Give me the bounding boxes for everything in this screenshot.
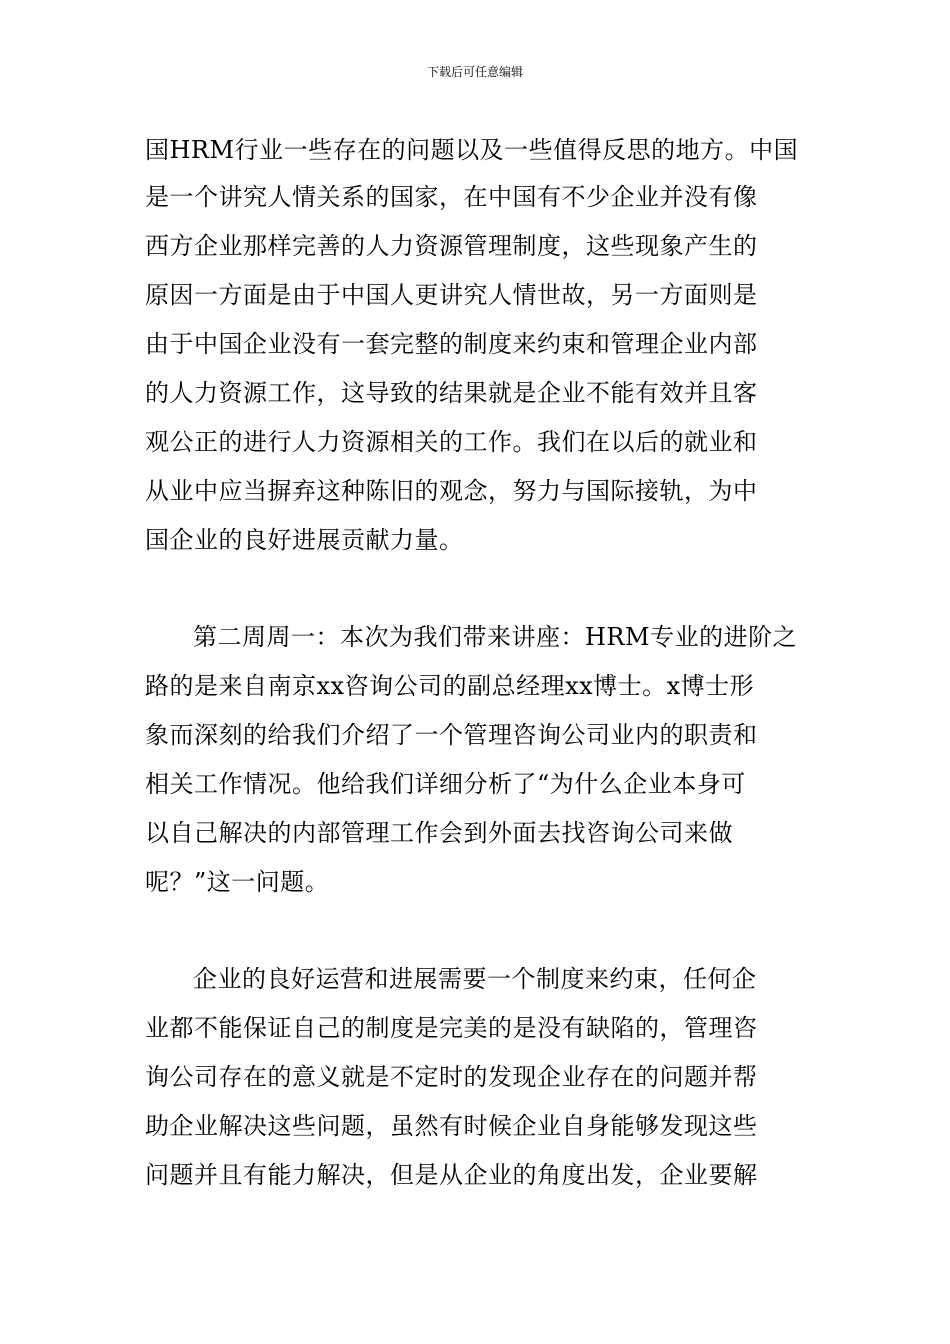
paragraph-2-line-1: 第二周周一：本次为我们带来讲座：HRM专业的进阶之 (193, 623, 798, 651)
paragraph-1-line-8: 从业中应当摒弃这种陈旧的观念，努力与国际接轨，为中 (145, 477, 758, 505)
paragraph-2-line-6: 呢？”这一问题。 (145, 868, 330, 896)
paragraph-3-line-4: 助企业解决这些问题，虽然有时候企业自身能够发现这些 (145, 1112, 758, 1140)
page-header-note: 下载后可任意编辑 (426, 65, 523, 79)
paragraph-3-line-1: 企业的良好运营和进展需要一个制度来约束，任何企 (193, 965, 757, 993)
paragraph-1-line-9: 国企业的良好进展贡献力量。 (145, 526, 464, 554)
paragraph-1-line-6: 的人力资源工作，这导致的结果就是企业不能有效并且客 (145, 379, 758, 407)
paragraph-2-line-4: 相关工作情况。他给我们详细分析了“为什么企业本身可 (145, 770, 746, 798)
paragraph-1-line-5: 由于中国企业没有一套完整的制度来约束和管理企业内部 (145, 330, 758, 358)
paragraph-1-line-1: 国HRM行业一些存在的问题以及一些值得反思的地方。中国 (145, 136, 799, 164)
paragraph-2-line-3: 象而深刻的给我们介绍了一个管理咨询公司业内的职责和 (145, 721, 758, 749)
paragraph-1-line-3: 西方企业那样完善的人力资源管理制度，这些现象产生的 (145, 232, 758, 260)
paragraph-1-line-4: 原因一方面是由于中国人更讲究人情世故，另一方面则是 (145, 281, 758, 309)
paragraph-1-line-7: 观公正的进行人力资源相关的工作。我们在以后的就业和 (145, 428, 758, 456)
paragraph-2-line-5: 以自己解决的内部管理工作会到外面去找咨询公司来做 (145, 819, 733, 847)
paragraph-3-line-3: 询公司存在的意义就是不定时的发现企业存在的问题并帮 (145, 1063, 758, 1091)
paragraph-1-line-2: 是一个讲究人情关系的国家，在中国有不少企业并没有像 (145, 183, 758, 211)
paragraph-2-line-2: 路的是来自南京xx咨询公司的副总经理xx博士。x博士形 (145, 672, 755, 700)
paragraph-3-line-2: 业都不能保证自己的制度是完美的是没有缺陷的，管理咨 (145, 1014, 758, 1042)
paragraph-3-line-5: 问题并且有能力解决，但是从企业的角度出发，企业要解 (145, 1161, 758, 1189)
